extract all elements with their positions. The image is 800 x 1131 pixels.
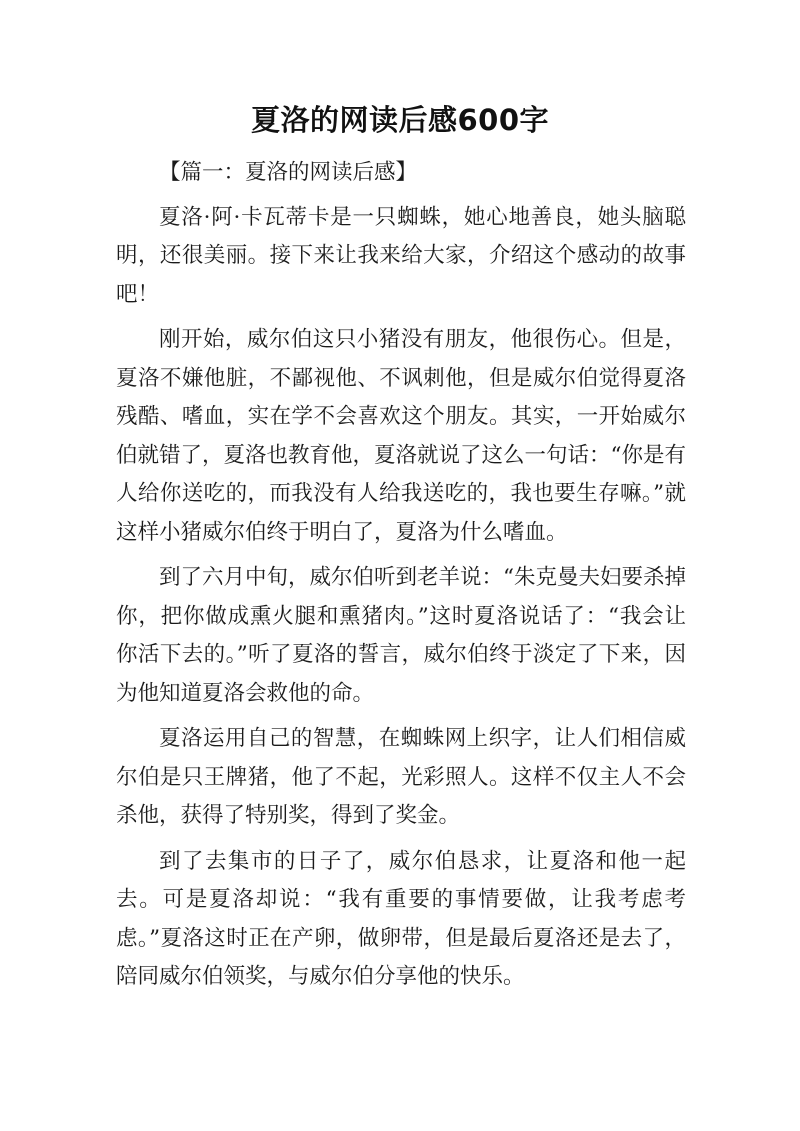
section-heading: 【篇一：夏洛的网读后感】 bbox=[159, 160, 418, 185]
paragraph-1: 夏洛·阿·卡瓦蒂卡是一只蜘蛛，她心地善良，她头脑聪明，还很美丽。接下来让我来给大家，介绍这个感动的故事吧！ bbox=[116, 204, 686, 307]
paragraph-2: 刚开始，威尔伯这只小猪没有朋友，他很伤心。但是，夏洛不嫌他脏，不鄙视他、不讽刺他，但是威尔伯觉得夏洛残酷、嗜血，实在学不会喜欢这个朋友。其实，一开始威尔伯就错了，夏洛也教育他，夏洛就说了这么一句话：“你是有人给你送吃的，而我没有人给我送吃的，我也要生存嘛。”就这样小猪威尔伯终于明白了，夏洛为什么嗜血。 bbox=[116, 327, 686, 545]
paragraph-3: 到了六月中旬，威尔伯听到老羊说：“朱克曼夫妇要杀掉你，把你做成熏火腿和熏猪肉。”这时夏洛说话了：“我会让你活下去的。”听了夏洛的誓言，威尔伯终于淡定了下来，因为他知道夏洛会救他的命。 bbox=[116, 565, 686, 706]
page-title: 夏洛的网读后感600字 bbox=[250, 103, 550, 137]
document-body bbox=[116, 154, 686, 1004]
paragraph-5: 到了去集市的日子了，威尔伯恳求，让夏洛和他一起去。可是夏洛却说：“我有重要的事情要做，让我考虑考虑。”夏洛这时正在产卵，做卵带，但是最后夏洛还是去了，陪同威尔伯领奖，与威尔伯分享他的快乐。 bbox=[116, 848, 686, 989]
paragraph-4: 夏洛运用自己的智慧，在蜘蛛网上织字，让人们相信威尔伯是只王牌猪，他了不起，光彩照人。这样不仅主人不会杀他，获得了特别奖，得到了奖金。 bbox=[116, 726, 686, 828]
